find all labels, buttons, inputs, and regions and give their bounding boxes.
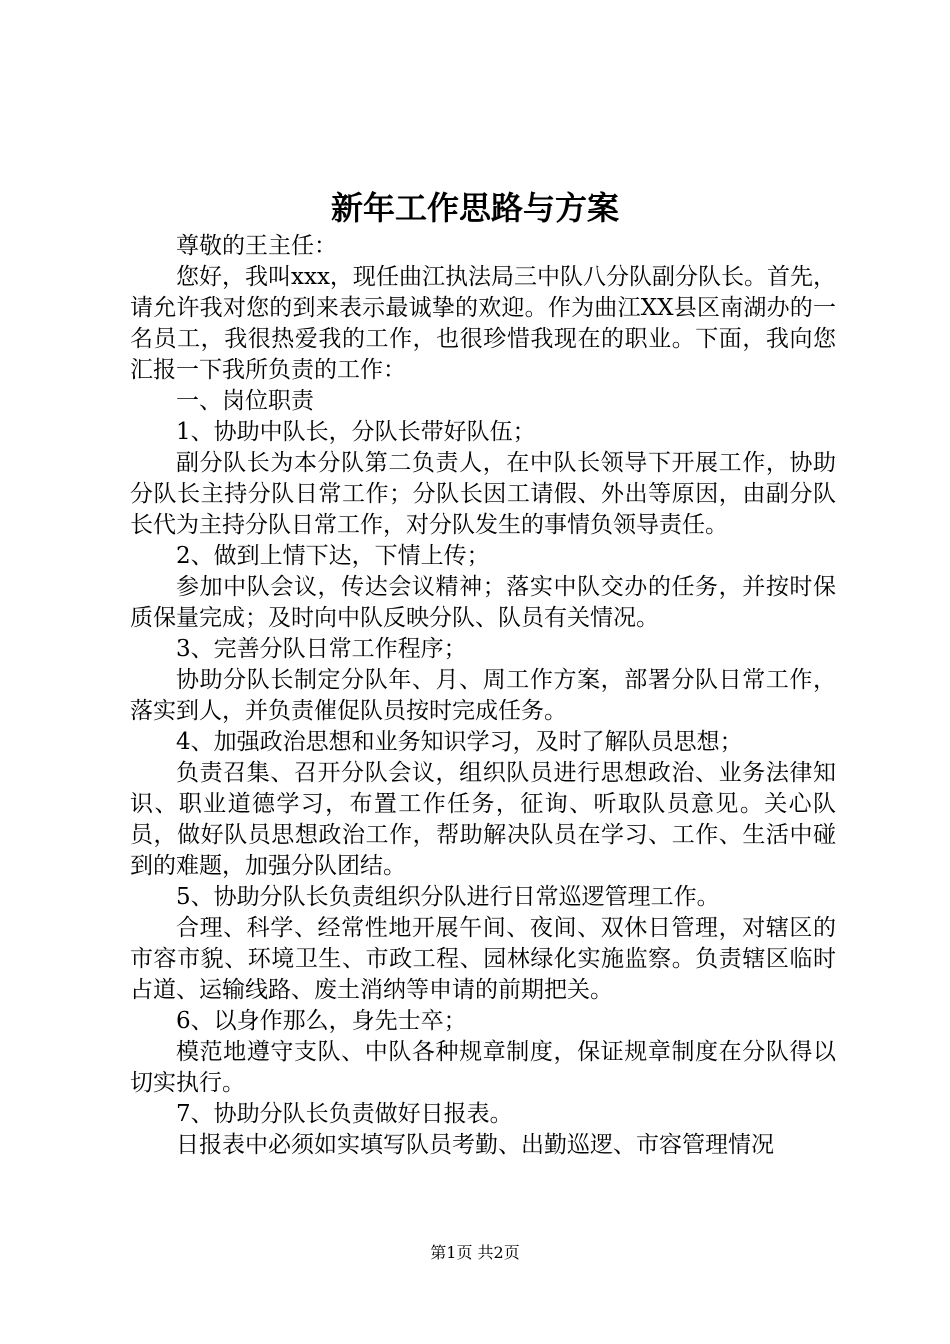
paragraph: 参加中队会议，传达会议精神；落实中队交办的任务，并按时保质保量完成；及时向中队反映分队、队员有关情况。	[130, 574, 836, 631]
paragraph: 您好，我叫xxx，现任曲江执法局三中队八分队副分队长。首先，请允许我对您的到来表示最诚挚的欢迎。作为曲江XX县区南湖办的一名员工，我很热爱我的工作，也很珍惜我现在的职业。下面，我向您汇报一下我所负责的工作：	[130, 264, 836, 383]
paragraph: 日报表中必须如实填写队员考勤、出勤巡逻、市容管理情况	[176, 1132, 774, 1158]
list-item-heading: 5、协助分队长负责组织分队进行日常巡逻管理工作。	[176, 884, 720, 910]
document-title: 新年工作思路与方案	[330, 189, 619, 227]
document-body	[130, 231, 836, 1161]
page-number: 第1页 共2页	[430, 1243, 520, 1262]
list-item-heading: 6、以身作那么，身先士卒；	[176, 1008, 467, 1034]
list-item-heading: 1、协助中队长，分队长带好队伍；	[176, 419, 536, 445]
list-item-heading: 3、完善分队日常工作程序；	[176, 636, 467, 662]
paragraph: 协助分队长制定分队年、月、周工作方案，部署分队日常工作，落实到人，并负责催促队员按时完成任务。	[130, 667, 836, 724]
salutation: 尊敬的王主任：	[176, 233, 337, 259]
paragraph: 合理、科学、经常性地开展午间、夜间、双休日管理，对辖区的市容市貌、环境卫生、市政工程、园林绿化实施监察。负责辖区临时占道、运输线路、废土消纳等申请的前期把关。	[130, 915, 836, 1003]
section-heading: 一、岗位职责	[176, 388, 314, 414]
list-item-heading: 4、加强政治思想和业务知识学习，及时了解队员思想；	[176, 729, 743, 755]
paragraph: 负责召集、召开分队会议，组织队员进行思想政治、业务法律知识、职业道德学习，布置工作任务，征询、听取队员意见。关心队员，做好队员思想政治工作，帮助解决队员在学习、工作、生活中碰到的难题，加强分队团结。	[130, 760, 836, 879]
list-item-heading: 2、做到上情下达，下情上传；	[176, 543, 490, 569]
list-item-heading: 7、协助分队长负责做好日报表。	[176, 1101, 513, 1127]
paragraph: 副分队长为本分队第二负责人，在中队长领导下开展工作，协助分队长主持分队日常工作；分队长因工请假、外出等原因，由副分队长代为主持分队日常工作，对分队发生的事情负领导责任。	[130, 450, 836, 538]
paragraph: 模范地遵守支队、中队各种规章制度，保证规章制度在分队得以切实执行。	[130, 1039, 836, 1096]
